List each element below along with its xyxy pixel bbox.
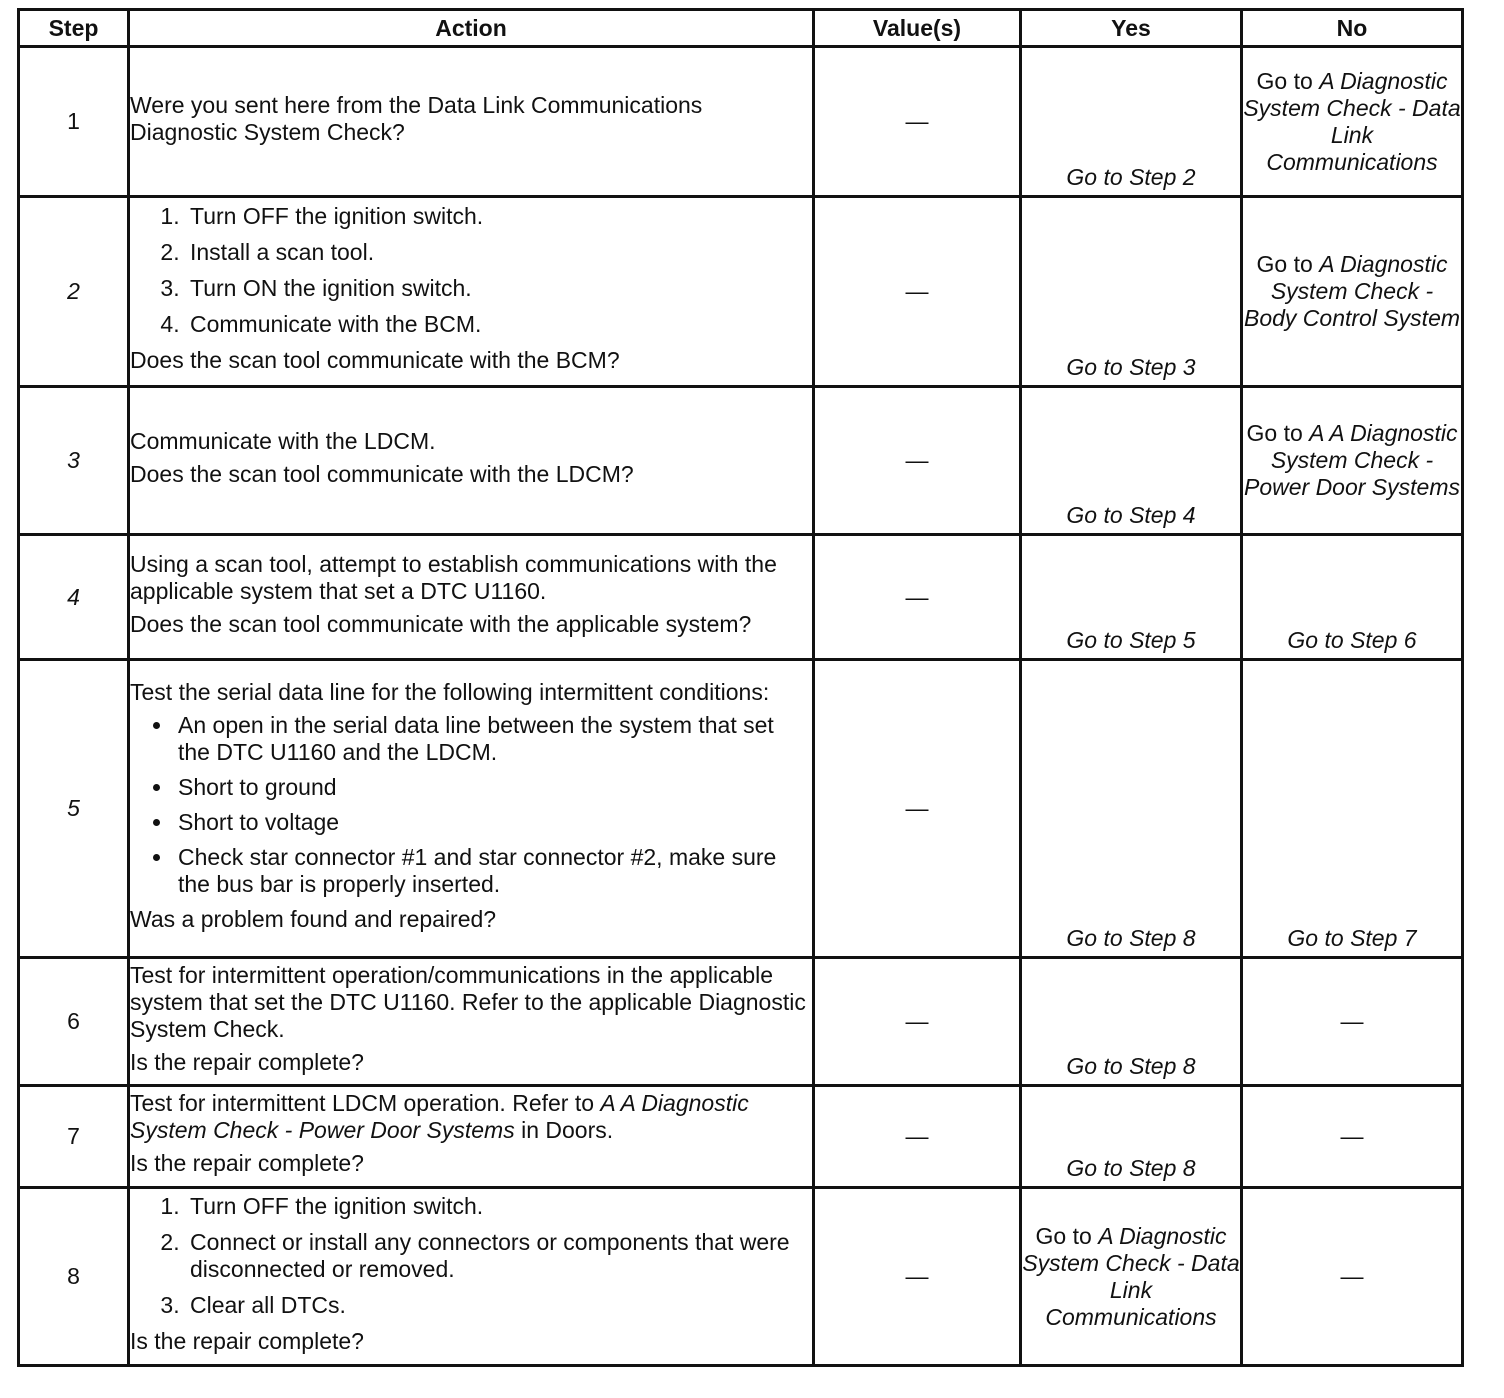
value-cell: — <box>814 1188 1021 1366</box>
action-question: Is the repair complete? <box>130 1048 364 1075</box>
action-cell <box>129 197 814 387</box>
yes-link[interactable]: Go to Step 4 <box>1066 502 1196 528</box>
value-cell: — <box>814 387 1021 535</box>
value-cell: — <box>814 47 1021 197</box>
step-number <box>19 660 129 958</box>
header-step: Step <box>19 10 129 47</box>
yes-link[interactable]: Go to Step 3 <box>1066 354 1196 380</box>
value-cell: — <box>814 1086 1021 1188</box>
table-row <box>19 1086 1463 1188</box>
header-values: Value(s) <box>814 10 1021 47</box>
no-cell: — <box>1242 1188 1463 1366</box>
yes-cell <box>1021 47 1242 197</box>
yes-cell <box>1021 958 1242 1086</box>
yes-cell <box>1021 1086 1242 1188</box>
yes-link[interactable]: Go to Step 5 <box>1066 627 1196 653</box>
action-steps-list <box>130 203 812 338</box>
step-number: 8 <box>19 1188 129 1366</box>
no-prefix: Go to <box>1246 420 1310 446</box>
action-question: Is the repair complete? <box>130 1150 364 1176</box>
no-target: A Diagnostic System Check - Data Link Communications <box>1243 67 1461 175</box>
list-item: • Short to ground <box>174 774 812 801</box>
yes-target: A Diagnostic System Check - Data Link Communications <box>1022 1222 1240 1330</box>
action-question: Does the scan tool communicate with the applicable system? <box>130 610 752 637</box>
step-number-text: 4 <box>67 583 80 610</box>
no-cell[interactable] <box>1242 47 1463 197</box>
action-cell <box>129 660 814 958</box>
yes-link[interactable]: Go to Step 8 <box>1066 925 1196 951</box>
step-number <box>19 387 129 535</box>
action-question: Does the scan tool communicate with the LDCM? <box>130 460 634 487</box>
no-cell <box>1242 535 1463 660</box>
action-cell <box>129 535 814 660</box>
table-row <box>19 660 1463 958</box>
table-row <box>19 535 1463 660</box>
no-cell <box>1242 660 1463 958</box>
action-cell <box>129 958 814 1086</box>
action-question: Does the scan tool communicate with the BCM? <box>130 347 620 373</box>
no-cell[interactable] <box>1242 197 1463 387</box>
no-target: A A Diagnostic System Check - Power Door Systems <box>1243 420 1460 500</box>
value-cell: — <box>814 958 1021 1086</box>
header-yes: Yes <box>1021 10 1242 47</box>
action-text <box>130 1090 812 1144</box>
list-item: • Short to voltage <box>174 809 812 836</box>
diagnostic-table <box>17 8 1464 1367</box>
yes-cell <box>1021 660 1242 958</box>
no-target: A Diagnostic System Check - Body Control System <box>1243 251 1461 331</box>
step-number <box>19 535 129 660</box>
header-no: No <box>1242 10 1463 47</box>
table-row <box>19 1188 1463 1366</box>
yes-cell <box>1021 387 1242 535</box>
header-row <box>19 10 1463 47</box>
action-text: Were you sent here from the Data Link Communications Diagnostic System Check? <box>130 91 703 145</box>
action-cell <box>129 1188 814 1366</box>
value-cell: — <box>814 535 1021 660</box>
action-reference-link[interactable]: A A Diagnostic System Check - Power Door Systems <box>130 1090 749 1143</box>
list-item: 2. Install a scan tool. <box>186 239 812 266</box>
step-number: 6 <box>19 958 129 1086</box>
action-cell <box>129 47 814 197</box>
yes-cell <box>1021 535 1242 660</box>
step-number-text: 3 <box>67 447 80 473</box>
table-row <box>19 197 1463 387</box>
list-item: 3. Clear all DTCs. <box>186 1292 812 1319</box>
value-cell: — <box>814 660 1021 958</box>
value-cell: — <box>814 197 1021 387</box>
action-text: Communicate with the LDCM. <box>130 427 436 454</box>
action-cell <box>129 387 814 535</box>
list-item: 1. Turn OFF the ignition switch. <box>186 1193 812 1220</box>
no-cell: — <box>1242 958 1463 1086</box>
step-number: 1 <box>19 47 129 197</box>
list-item: 1. Turn OFF the ignition switch. <box>186 203 812 230</box>
yes-link[interactable]: Go to Step 8 <box>1066 1155 1196 1181</box>
step-number-text: 5 <box>67 795 80 821</box>
action-question: Was a problem found and repaired? <box>130 905 497 932</box>
action-text-prefix: Test for intermittent LDCM operation. Refer to <box>130 1090 601 1116</box>
list-item: 2. Connect or install any connectors or components that were disconnected or removed. <box>186 1229 812 1283</box>
yes-prefix: Go to <box>1035 1222 1099 1249</box>
yes-cell <box>1021 197 1242 387</box>
condition-list <box>130 712 812 898</box>
action-cell <box>129 1086 814 1188</box>
list-item: • Check star connector #1 and star connector #2, make sure the bus bar is properly inserted. <box>174 844 812 898</box>
list-item: 3. Turn ON the ignition switch. <box>186 275 812 302</box>
list-item: 4. Communicate with the BCM. <box>186 311 812 338</box>
action-text: Test the serial data line for the following intermittent conditions: <box>130 678 770 705</box>
no-prefix: Go to <box>1256 251 1320 277</box>
header-action: Action <box>129 10 814 47</box>
no-cell: — <box>1242 1086 1463 1188</box>
no-link[interactable]: Go to Step 7 <box>1287 925 1417 951</box>
action-text-suffix: in Doors. <box>514 1117 614 1143</box>
table-row <box>19 387 1463 535</box>
yes-link[interactable]: Go to Step 2 <box>1066 164 1196 190</box>
table-row <box>19 958 1463 1086</box>
step-number: 7 <box>19 1086 129 1188</box>
list-item: • An open in the serial data line between the system that set the DTC U1160 and the LDCM. <box>174 712 812 766</box>
no-cell[interactable] <box>1242 387 1463 535</box>
yes-cell[interactable] <box>1021 1188 1242 1366</box>
step-number-text: 2 <box>67 278 80 304</box>
no-link[interactable]: Go to Step 6 <box>1287 627 1417 653</box>
action-text: Using a scan tool, attempt to establish communications with the applicable system that set a DTC U1160. <box>130 550 777 604</box>
table-row <box>19 47 1463 197</box>
step-number <box>19 197 129 387</box>
action-question: Is the repair complete? <box>130 1327 364 1354</box>
action-steps-list <box>130 1193 812 1319</box>
no-prefix: Go to <box>1256 67 1320 94</box>
yes-link[interactable]: Go to Step 8 <box>1066 1053 1196 1079</box>
action-text: Test for intermittent operation/communications in the applicable system that set the DTC U1160. Refer to the applicable Diagnostic System Check. <box>130 961 806 1042</box>
